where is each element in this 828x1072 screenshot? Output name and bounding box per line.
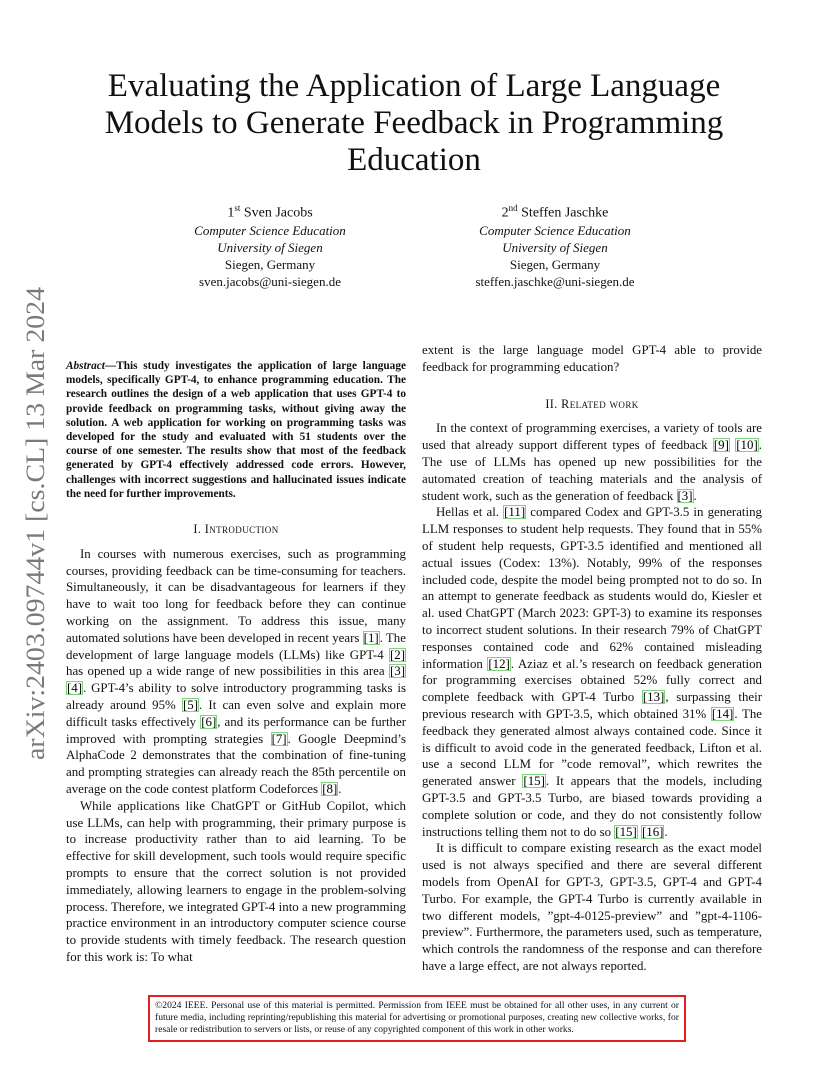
author-email[interactable]: steffen.jaschke@uni-siegen.de bbox=[475, 273, 635, 289]
text-run: , surpassing their previous research with GPT-3.5, which obtained 31% bbox=[422, 690, 762, 721]
author-org: University of Siegen bbox=[217, 239, 323, 255]
author-ordinal-sup: nd bbox=[508, 203, 518, 213]
citation-link[interactable]: [10] bbox=[736, 438, 758, 453]
related-paragraph-3: It is difficult to compare existing research as the exact model used is not always specified and there are several different models from OpenAI for GPT-3, GPT-3.5, GPT-4 and GPT-4 Turbo. For example, the GPT-4 Turbo is currently available in two different models, ”gpt-4-0125-preview” and ”gpt-4-1106-preview”. Furthermore, the parameters used, such as temperature, which controls the randomness of the response and can therefore have a large effect, are not always reported. bbox=[422, 841, 762, 973]
text-run: In the context of programming exercises, a variety of tools are used that already support different types of feedback bbox=[422, 421, 762, 453]
text-run: In courses with numerous exercises, such as programming courses, providing feedback can be time-consuming for teachers. Simultaneously, it can be disadvantageous for learners if they have to wait too long for feedback before they can continue working on the assignment. To address this issue, many automated solutions have been developed in recent years bbox=[66, 546, 406, 645]
section-title: Introduction bbox=[204, 522, 279, 537]
author-name: Steffen Jaschke bbox=[521, 205, 609, 221]
citation-link[interactable]: [9] bbox=[713, 438, 729, 453]
author-name-line bbox=[455, 200, 655, 222]
text-run: has opened up a wide range of new possibilities in this area bbox=[66, 664, 389, 679]
intro-paragraph-1 bbox=[66, 546, 406, 798]
citation-link[interactable]: [13] bbox=[642, 690, 665, 705]
section-heading-introduction bbox=[66, 521, 406, 538]
author-city: Siegen, Germany bbox=[509, 256, 601, 272]
abstract-label: Abstract bbox=[66, 360, 105, 372]
author-name-line bbox=[168, 200, 372, 222]
section-number: II. bbox=[545, 396, 558, 411]
citation-link[interactable]: [15] bbox=[615, 824, 637, 839]
citation-link[interactable]: [3] bbox=[389, 664, 405, 679]
author-city: Siegen, Germany bbox=[224, 256, 316, 272]
intro-paragraph-2-continued: extent is the large language model GPT-4 able to provide feedback for programming education? bbox=[422, 343, 762, 374]
section-heading-related-work bbox=[422, 396, 762, 413]
text-run: . It appears that the models, including GPT-3.5 and GPT-3.5 Turbo, are biased towards providing a complete solution or code, and they do not consistently follow instructions telling them not to do so bbox=[422, 774, 762, 839]
author-block-1 bbox=[168, 200, 372, 290]
citation-link[interactable]: [11] bbox=[504, 505, 526, 520]
text-run: . The use of LLMs has opened up new possibilities for the automated creation of teaching materials and the analysis of student work, such as the generation of feedback bbox=[422, 438, 762, 503]
text-run: compared Codex and GPT-3.5 in generating LLM responses to student help requests. They found that in 55% of student help requests, GPT-3.5 identified and mentioned all actual issues (Codex: 13%). Notably, 99% of the responses included code, despite the model being prompted not to do so. In an attempt to generate feedback as students would do, Kiesler et al. used ChatGPT (March 2023: GPT-3) to examine its responses to incorrect student solutions. In their research 79% of ChatGPT responses contained code and 62% contained misleading information bbox=[422, 505, 762, 671]
author-org: University of Siegen bbox=[502, 239, 608, 255]
text-run: . Aziaz et al.’s research on feedback generation for programming exercises obtained 52% fully correct and complete feedback with GPT-4 Turbo bbox=[422, 656, 762, 705]
citation-link[interactable]: [12] bbox=[488, 656, 510, 671]
text-run: . The development of large language models (LLMs) like GPT-4 bbox=[66, 630, 406, 662]
citation-link[interactable]: [2] bbox=[389, 647, 405, 662]
citation-link[interactable]: [8] bbox=[322, 781, 338, 796]
text-run: . bbox=[693, 488, 697, 503]
section-title: Related work bbox=[561, 396, 639, 411]
author-ordinal: 1 bbox=[227, 205, 235, 221]
copyright-notice: ©2024 IEEE. Personal use of this material is permitted. Permission from IEEE must be obtained for all other uses, in any current or future media, including reprinting/republishing this material for advertising or promotional purposes, creating new collective works, for resale or redistribution to servers or lists, or reuse of any copyrighted component of this work in other works. bbox=[148, 995, 686, 1042]
author-ordinal-sup: st bbox=[234, 203, 241, 213]
author-dept: Computer Science Education bbox=[479, 222, 631, 238]
author-name: Sven Jacobs bbox=[243, 205, 313, 221]
text-run: , and its performance can be further improved with prompting strategies bbox=[66, 714, 406, 746]
paper-title: Evaluating the Application of Large Language Models to Generate Feedback in Programming Education bbox=[104, 68, 724, 178]
citation-link[interactable]: [16] bbox=[642, 824, 664, 839]
left-column bbox=[66, 359, 406, 966]
arxiv-stamp-svg bbox=[21, 287, 51, 760]
arxiv-stamp bbox=[21, 287, 51, 760]
citation-link[interactable]: [1] bbox=[363, 630, 379, 645]
author-block-2 bbox=[455, 200, 655, 290]
text-run: Hellas et al. bbox=[436, 505, 504, 520]
text-run: . bbox=[338, 781, 342, 796]
citation-link[interactable]: [6] bbox=[201, 714, 217, 729]
right-column bbox=[422, 342, 762, 975]
text-run: . GPT-4’s ability to solve introductory programming tasks is already around 95% bbox=[66, 681, 406, 712]
citation-link[interactable]: [5] bbox=[182, 698, 198, 712]
text-run: . bbox=[664, 824, 668, 839]
text-run: . It can even solve and explain more difficult tasks effectively bbox=[66, 698, 406, 729]
text-run: . The feedback they generated almost always contained code. Since it is difficult to avoid code in the generated feedback, Lifton et al. use a second LLM for ”code removal”, which rewrites the generated answer bbox=[422, 706, 762, 789]
arxiv-id: arXiv:2403.09744v1 [cs.CL] 13 Mar 2024 bbox=[21, 318, 50, 760]
related-paragraph-2 bbox=[422, 504, 762, 840]
intro-paragraph-2: While applications like ChatGPT or GitHub Copilot, which use LLMs, can help with programming, their primary purpose is to increase productivity rather than to aid learning. To be effective for skill development, such tools would require specific prompts to ensure that the correct solution is not provided immediately, allowing learners to engage in the problem-solving process. Therefore, we integrated GPT-4 into a new programming practice environment in an introductory computer science course to provide students with timely feedback. The research question for this work is: To what bbox=[66, 798, 406, 964]
author-ordinal: 2 bbox=[501, 205, 509, 221]
section-number: I. bbox=[193, 522, 202, 537]
text-run: . Google Deepmind’s AlphaCode 2 demonstrates that the combination of fine-tuning and prompting strategies can already reach the 85th percentile on average on the code contest platform Codeforces bbox=[66, 731, 406, 796]
citation-link[interactable]: [3] bbox=[677, 488, 693, 503]
citation-link[interactable]: [14] bbox=[711, 706, 734, 721]
citation-link[interactable]: [4] bbox=[67, 681, 83, 696]
abstract-text: —This study investigates the application of large language models, specifically GPT-4, to enhance programming education. The research outlines the design of a web application that uses GPT-4 to provide feedback on programming tasks, without giving away the solution. A web application for working on programming tasks was developed for the study and evaluated with 51 students over the course of one semester. The results show that most of the feedback generated by GPT-4 effectively addressed code errors. However, challenges with incorrect suggestions and hallucinated issues indicate the need for further improvements. bbox=[66, 360, 406, 500]
citation-link[interactable]: [7] bbox=[271, 731, 287, 746]
author-dept: Computer Science Education bbox=[194, 222, 346, 238]
citation-link[interactable]: [15] bbox=[523, 774, 545, 789]
related-paragraph-1 bbox=[422, 420, 762, 504]
author-email[interactable]: sven.jacobs@uni-siegen.de bbox=[199, 273, 341, 289]
abstract bbox=[66, 359, 406, 501]
